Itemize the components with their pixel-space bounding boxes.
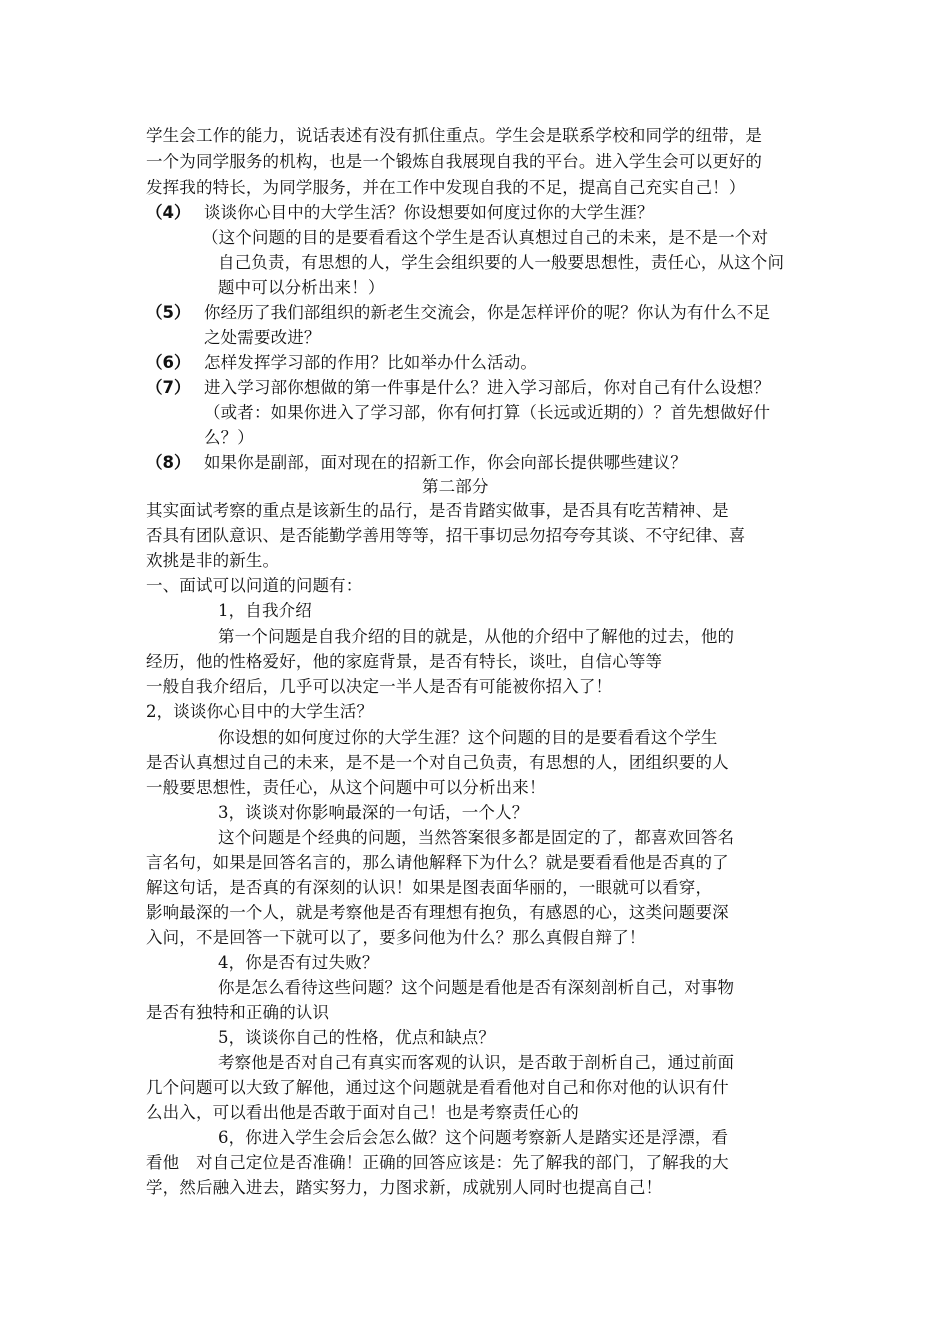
item5-body-line-3: 么出入，可以看出他是否敢于面对自己！也是考察责任心的 bbox=[146, 1103, 579, 1122]
q4-note-line-1: （这个问题的目的是要看看这个学生是否认真想过自己的未来，是不是一个对 bbox=[202, 228, 769, 247]
item4-body-line-2: 是否有独特和正确的认识 bbox=[146, 1003, 330, 1022]
q4-number: （4） bbox=[146, 203, 191, 222]
q7-line-2: （或者：如果你进入了学习部，你有何打算（长远或近期的）？首先想做好什 bbox=[204, 403, 771, 422]
q8-text: 如果你是副部，面对现在的招新工作，你会向部长提供哪些建议？ bbox=[204, 453, 687, 472]
item3-body-line-1: 这个问题是个经典的问题，当然答案很多都是固定的了，都喜欢回答名 bbox=[218, 828, 735, 847]
part2-heading: 第二部分 bbox=[422, 477, 489, 496]
q7-line-1: 进入学习部你想做的第一件事是什么？进入学习部后，你对自己有什么设想？ bbox=[204, 378, 771, 397]
q5-number: （5） bbox=[146, 303, 191, 322]
part2-intro-line-1: 其实面试考察的重点是该新生的品行，是否肯踏实做事，是否具有吃苦精神、是 bbox=[146, 501, 729, 520]
item1-body-line-2: 经历，他的性格爱好，他的家庭背景，是否有特长，谈吐，自信心等等 bbox=[146, 652, 663, 671]
item1-body-line-3: 一般自我介绍后，几乎可以决定一半人是否有可能被你招入了！ bbox=[146, 677, 613, 696]
item4-body-line-1: 你是怎么看待这些问题？这个问题是看他是否有深刻剖析自己，对事物 bbox=[218, 978, 735, 997]
q4-text: 谈谈你心目中的大学生活？你设想要如何度过你的大学生涯？ bbox=[204, 203, 654, 222]
part2-intro-line-2: 否具有团队意识、是否能勤学善用等等，招干事切忌勿招夸夸其谈、不守纪律、喜 bbox=[146, 526, 746, 545]
q6-text: 怎样发挥学习部的作用？比如举办什么活动。 bbox=[204, 353, 537, 372]
q6-number: （6） bbox=[146, 353, 191, 372]
item5-title: 5，谈谈你自己的性格，优点和缺点？ bbox=[218, 1028, 496, 1047]
item2-title: 2，谈谈你心目中的大学生活？ bbox=[146, 702, 374, 721]
section1-heading: 一、面试可以问道的问题有： bbox=[146, 576, 363, 595]
q4-note-line-3: 题中可以分析出来！） bbox=[218, 278, 385, 297]
item5-body-line-1: 考察他是否对自己有真实而客观的认识，是否敢于剖析自己，通过前面 bbox=[218, 1053, 735, 1072]
q8-number: （8） bbox=[146, 453, 191, 472]
item3-body-line-4: 影响最深的一个人，就是考察他是否有理想有抱负，有感恩的心，这类问题要深 bbox=[146, 903, 729, 922]
q5-line-1: 你经历了我们部组织的新老生交流会，你是怎样评价的呢？你认为有什么不足 bbox=[204, 303, 771, 322]
item1-body-line-1: 第一个问题是自我介绍的目的就是，从他的介绍中了解他的过去，他的 bbox=[218, 627, 735, 646]
item6-body-line-3: 学，然后融入进去，踏实努力，力图求新，成就别人同时也提高自己！ bbox=[146, 1178, 663, 1197]
q7-number: （7） bbox=[146, 378, 191, 397]
q5-line-2: 之处需要改进？ bbox=[204, 328, 321, 347]
item3-body-line-3: 解这句话，是否真的有深刻的认识！如果是图表面华丽的，一眼就可以看穿， bbox=[146, 878, 713, 897]
q4-note-line-2: 自己负责，有思想的人，学生会组织要的人一般要思想性，责任心，从这个问 bbox=[218, 253, 785, 272]
item2-body-line-2: 是否认真想过自己的未来，是不是一个对自己负责，有思想的人，团组织要的人 bbox=[146, 753, 729, 772]
item5-body-line-2: 几个问题可以大致了解他，通过这个问题就是看看他对自己和你对他的认识有什 bbox=[146, 1078, 729, 1097]
item6-body-line-1: 6，你进入学生会后会怎么做？这个问题考察新人是踏实还是浮漂，看 bbox=[218, 1128, 729, 1147]
item1-title: 1，自我介绍 bbox=[218, 601, 312, 620]
q7-line-3: 么？） bbox=[204, 428, 254, 447]
part2-intro-line-3: 欢挑是非的新生。 bbox=[146, 551, 280, 570]
item4-title: 4，你是否有过失败？ bbox=[218, 953, 379, 972]
item3-title: 3，谈谈对你影响最深的一句话，一个人？ bbox=[218, 803, 529, 822]
intro-line-2: 一个为同学服务的机构，也是一个锻炼自我展现自我的平台。进入学生会可以更好的 bbox=[146, 152, 763, 171]
item3-body-line-5: 入问，不是回答一下就可以了，要多问他为什么？那么真假自辩了！ bbox=[146, 928, 646, 947]
item2-body-line-3: 一般要思想性，责任心，从这个问题中可以分析出来！ bbox=[146, 778, 546, 797]
intro-line-1: 学生会工作的能力，说话表述有没有抓住重点。学生会是联系学校和同学的纽带，是 bbox=[146, 126, 763, 145]
item2-body-line-1: 你设想的如何度过你的大学生涯？这个问题的目的是要看看这个学生 bbox=[218, 728, 718, 747]
item6-body-line-2: 看他 对自己定位是否准确！正确的回答应该是：先了解我的部门，了解我的大 bbox=[146, 1153, 729, 1172]
item3-body-line-2: 言名句，如果是回答名言的，那么请他解释下为什么？就是要看看他是否真的了 bbox=[146, 853, 729, 872]
intro-line-3: 发挥我的特长，为同学服务，并在工作中发现自我的不足，提高自己充实自己！） bbox=[146, 178, 746, 197]
